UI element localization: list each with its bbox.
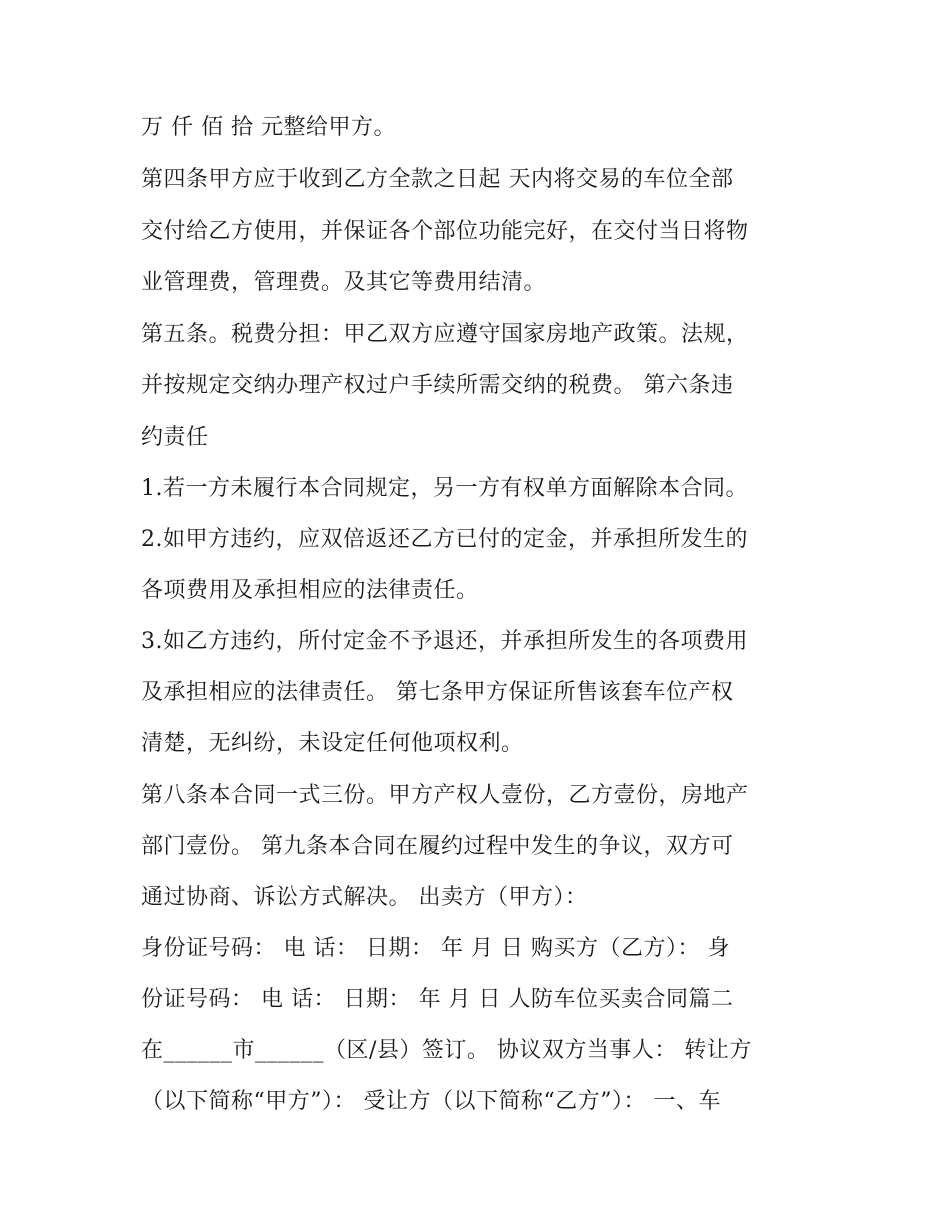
text-line: 并按规定交纳办理产权过户手续所需交纳的税费。 第六条违	[141, 373, 734, 398]
text-line: 业管理费，管理费。及其它等费用结清。	[141, 270, 547, 295]
text-line: 份证号码： 电 话： 日期： 年 月 日 人防车位买卖合同篇二	[141, 987, 734, 1012]
text-line: 部门壹份。 第九条本合同在履约过程中发生的争议，双方可	[141, 834, 734, 859]
text-line: 2.如甲方违约，应双倍返还乙方已付的定金，并承担所发生的	[141, 527, 748, 552]
text-line: 交付给乙方使用，并保证各个部位功能完好，在交付当日将物	[141, 219, 749, 244]
text-line: 清楚，无纠纷，未设定任何他项权利。	[141, 731, 524, 756]
text-line: 万 仟 佰 拾 元整给甲方。	[141, 115, 396, 140]
text-line: 身份证号码： 电 话： 日期： 年 月 日 购买方（乙方）： 身	[141, 936, 730, 961]
text-line: 第五条。税费分担：甲乙双方应遵守国家房地产政策。法规，	[141, 322, 749, 347]
text-line: 在______市______（区/县）签订。 协议双方当事人： 转让方	[141, 1038, 752, 1063]
text-line: 约责任	[141, 425, 209, 450]
text-line: 及承担相应的法律责任。 第七条甲方保证所售该套车位产权	[141, 680, 734, 705]
text-line: （以下简称“甲方”）： 受让方（以下简称“乙方”）： 一、车	[141, 1089, 721, 1114]
text-line: 通过协商、诉讼方式解决。 出卖方（甲方）：	[141, 885, 588, 910]
text-line: 各项费用及承担相应的法律责任。	[141, 578, 479, 603]
text-line: 第四条甲方应于收到乙方全款之日起 天内将交易的车位全部	[141, 167, 734, 192]
text-line: 3.如乙方违约，所付定金不予退还，并承担所发生的各项费用	[141, 629, 748, 654]
text-line: 第八条本合同一式三份。甲方产权人壹份，乙方壹份，房地产	[141, 783, 749, 808]
text-line: 1.若一方未履行本合同规定，另一方有权单方面解除本合同。	[141, 476, 748, 501]
